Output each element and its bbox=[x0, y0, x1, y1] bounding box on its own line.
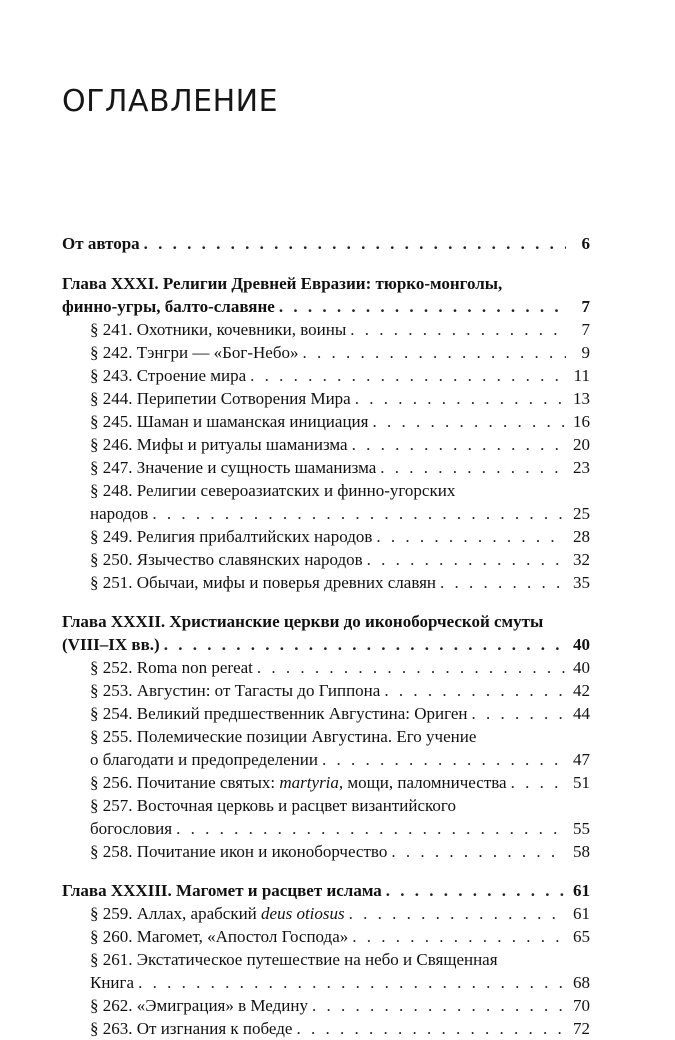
toc-page-number: 13 bbox=[573, 389, 590, 408]
toc-page-number: 58 bbox=[573, 842, 590, 861]
toc-entry-label: Глава XXXIII. Магомет и расцвет ислама bbox=[62, 881, 382, 900]
toc-entry-label-italic: deus otiosus bbox=[261, 904, 345, 923]
toc-section-241[interactable] bbox=[62, 318, 590, 341]
toc-section-246[interactable] bbox=[62, 433, 590, 456]
toc-entry-label: § 241. Охотники, кочевники, воины bbox=[90, 320, 347, 339]
page-title: ОГЛАВЛЕНИЕ bbox=[62, 84, 279, 119]
toc-page-number: 42 bbox=[573, 681, 590, 700]
toc-section-258[interactable] bbox=[62, 840, 590, 863]
dot-leader bbox=[380, 456, 566, 479]
toc-entry-label: § 243. Строение мира bbox=[90, 366, 247, 385]
toc-section-248-line1[interactable]: § 248. Религии североазиатских и финно-угорских bbox=[90, 481, 456, 500]
dot-leader bbox=[152, 502, 566, 525]
toc-entry-label: § 245. Шаман и шаманская инициация bbox=[90, 412, 369, 431]
dot-leader bbox=[312, 994, 566, 1017]
chapter-32-title-line1[interactable]: Глава XXXII. Христианские церкви до иконоборческой смуты bbox=[62, 612, 544, 631]
toc-page-number: 47 bbox=[573, 750, 590, 769]
toc-page-number: 61 bbox=[573, 881, 590, 900]
toc-page-number: 68 bbox=[573, 973, 590, 992]
dot-leader bbox=[138, 971, 566, 994]
toc-page-number: 40 bbox=[573, 635, 590, 654]
dot-leader bbox=[279, 295, 566, 318]
toc-section-261-line1[interactable]: § 261. Экстатическое путешествие на небо и Священная bbox=[90, 950, 498, 969]
toc-entry-label: § 244. Перипетии Сотворения Мира bbox=[90, 389, 351, 408]
toc-entry-label: § 251. Обычаи, мифы и поверья древних славян bbox=[90, 573, 437, 592]
toc-entry-label: § 254. Великий предшественник Августина: Ориген bbox=[90, 704, 468, 723]
toc-section-243[interactable] bbox=[62, 364, 590, 387]
toc-page-number: 20 bbox=[573, 435, 590, 454]
toc-section-249[interactable] bbox=[62, 525, 590, 548]
toc-entry-label: § 247. Значение и сущность шаманизма bbox=[90, 458, 377, 477]
toc-page-number: 9 bbox=[581, 343, 590, 362]
toc-entry-label: § 262. «Эмиграция» в Медину bbox=[90, 996, 308, 1015]
toc-section-262[interactable] bbox=[62, 994, 590, 1017]
toc-section-253[interactable] bbox=[62, 679, 590, 702]
dot-leader bbox=[352, 433, 566, 456]
toc-page-number: 23 bbox=[573, 458, 590, 477]
chapter-32-title-line2[interactable] bbox=[62, 633, 590, 656]
dot-leader bbox=[296, 1017, 566, 1040]
dot-leader bbox=[440, 571, 566, 594]
toc-page-number: 35 bbox=[573, 573, 590, 592]
toc-section-263[interactable] bbox=[62, 1017, 590, 1040]
toc-entry-label: § 263. От изгнания к победе bbox=[90, 1019, 293, 1038]
toc-page-number: 25 bbox=[573, 504, 590, 523]
toc-page-number: 55 bbox=[573, 819, 590, 838]
chapter-31-title-line1[interactable]: Глава XXXI. Религии Древней Евразии: тюрко-монголы, bbox=[62, 274, 503, 293]
toc-entry-label: § 253. Августин: от Тагасты до Гиппона bbox=[90, 681, 381, 700]
toc-entry-label: От автора bbox=[62, 234, 140, 253]
toc-entry-label: народов bbox=[90, 504, 149, 523]
toc-section-255-line1[interactable]: § 255. Полемические позиции Августина. Его учение bbox=[90, 727, 477, 746]
dot-leader bbox=[372, 410, 566, 433]
toc-entry-label-suffix: , мощи, паломничества bbox=[338, 773, 507, 792]
toc-section-251[interactable] bbox=[62, 571, 590, 594]
toc-entry-label: § 260. Магомет, «Апостол Господа» bbox=[90, 927, 349, 946]
toc-entry-preface[interactable] bbox=[62, 232, 590, 255]
toc-section-248-line2[interactable] bbox=[62, 502, 590, 525]
dot-leader bbox=[384, 679, 566, 702]
toc-entry-label-prefix: § 259. Аллах, арабский bbox=[90, 904, 262, 923]
toc-section-247[interactable] bbox=[62, 456, 590, 479]
toc-page-number: 7 bbox=[581, 320, 590, 339]
toc-page-number: 51 bbox=[573, 773, 590, 792]
toc-page-number: 11 bbox=[573, 366, 590, 385]
toc-entry-label: богословия bbox=[90, 819, 173, 838]
toc-entry-label bbox=[90, 902, 345, 925]
toc-section-261-line2[interactable] bbox=[62, 971, 590, 994]
dot-leader bbox=[386, 879, 566, 902]
toc-entry-label: финно-угры, балто-славяне bbox=[62, 297, 275, 316]
dot-leader bbox=[511, 771, 566, 794]
toc-entry-label: Книга bbox=[90, 973, 135, 992]
dot-leader bbox=[144, 232, 566, 255]
toc-entry-label: § 250. Язычество славянских народов bbox=[90, 550, 363, 569]
dot-leader bbox=[391, 840, 566, 863]
dot-leader bbox=[355, 387, 566, 410]
toc-page-number: 72 bbox=[573, 1019, 590, 1038]
toc-entry-label: § 249. Религия прибалтийских народов bbox=[90, 527, 373, 546]
toc-page-number: 65 bbox=[573, 927, 590, 946]
toc-section-257-line2[interactable] bbox=[62, 817, 590, 840]
dot-leader bbox=[352, 925, 566, 948]
toc-page-number: 6 bbox=[581, 234, 590, 253]
toc-page-number: 44 bbox=[573, 704, 590, 723]
chapter-33-title[interactable] bbox=[62, 879, 590, 902]
toc-section-244[interactable] bbox=[62, 387, 590, 410]
dot-leader bbox=[367, 548, 566, 571]
dot-leader bbox=[472, 702, 566, 725]
dot-leader bbox=[257, 656, 566, 679]
toc-entry-label: § 258. Почитание икон и иконоборчество bbox=[90, 842, 388, 861]
toc-entry-label-prefix: § 256. Почитание святых: bbox=[90, 773, 280, 792]
table-of-contents bbox=[62, 232, 590, 1040]
dot-leader bbox=[350, 318, 566, 341]
toc-entry-label-italic: martyria bbox=[279, 773, 339, 792]
toc-section-252[interactable] bbox=[62, 656, 590, 679]
toc-section-255-line2[interactable] bbox=[62, 748, 590, 771]
dot-leader bbox=[322, 748, 566, 771]
toc-section-260[interactable] bbox=[62, 925, 590, 948]
toc-section-256[interactable] bbox=[62, 771, 590, 794]
toc-entry-label: § 246. Мифы и ритуалы шаманизма bbox=[90, 435, 348, 454]
dot-leader bbox=[250, 364, 566, 387]
dot-leader bbox=[164, 633, 566, 656]
toc-page-number: 28 bbox=[573, 527, 590, 546]
dot-leader bbox=[349, 902, 566, 925]
toc-entry-label: (VIII–IX вв.) bbox=[62, 635, 160, 654]
toc-page-number: 70 bbox=[573, 996, 590, 1015]
toc-section-242[interactable] bbox=[62, 341, 590, 364]
toc-page-number: 16 bbox=[573, 412, 590, 431]
toc-section-245[interactable] bbox=[62, 410, 590, 433]
toc-section-254[interactable] bbox=[62, 702, 590, 725]
toc-page-number: 7 bbox=[581, 297, 590, 316]
toc-page-number: 32 bbox=[573, 550, 590, 569]
toc-entry-label: § 252. Roma non pereat bbox=[90, 658, 253, 677]
dot-leader bbox=[302, 341, 566, 364]
toc-section-259[interactable] bbox=[62, 902, 590, 925]
toc-entry-label bbox=[90, 771, 507, 794]
toc-section-250[interactable] bbox=[62, 548, 590, 571]
toc-section-257-line1[interactable]: § 257. Восточная церковь и расцвет византийского bbox=[90, 796, 456, 815]
toc-entry-label: § 242. Тэнгри — «Бог-Небо» bbox=[90, 343, 299, 362]
toc-entry-label: о благодати и предопределении bbox=[90, 750, 318, 769]
toc-page-number: 61 bbox=[573, 904, 590, 923]
chapter-31-title-line2[interactable] bbox=[62, 295, 590, 318]
dot-leader bbox=[176, 817, 566, 840]
dot-leader bbox=[376, 525, 566, 548]
toc-page-number: 40 bbox=[573, 658, 590, 677]
